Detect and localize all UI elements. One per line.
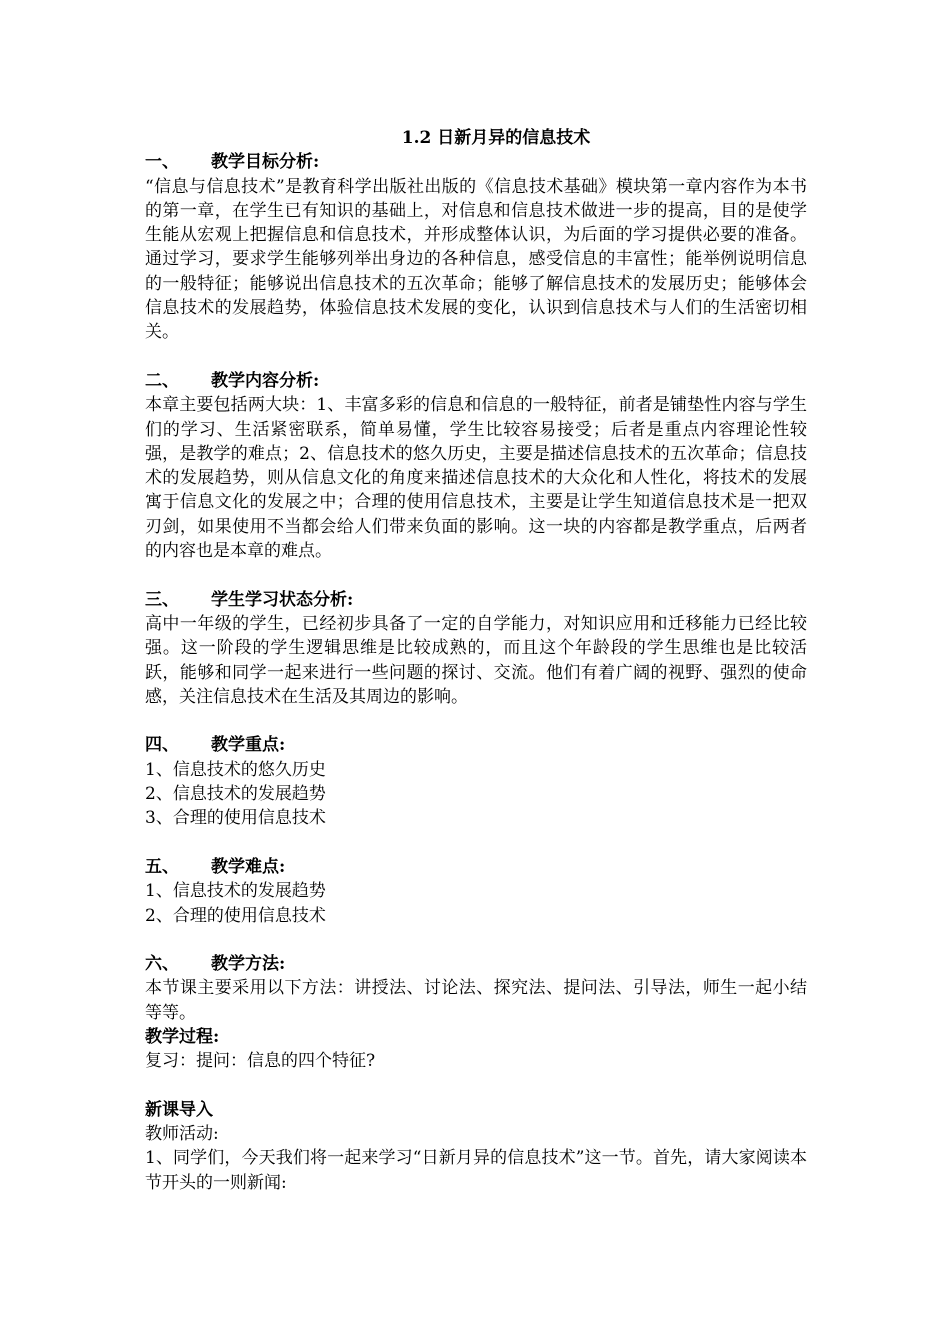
section-title: 教学难点: [211, 856, 286, 877]
section-number: 二、 [145, 370, 179, 391]
list-item: 1、信息技术的发展趋势 [145, 881, 326, 902]
section-title: 教学重点: [211, 735, 286, 756]
section-title: 教学方法: [211, 954, 286, 975]
section-heading-methods [145, 952, 807, 976]
section-number: 三、 [145, 589, 179, 610]
section-body-content: 本章主要包括两大块：1、丰富多彩的信息和信息的一般特征，前者是铺垫性内容与学生们的学习、生活紧密联系，简单易懂，学生比较容易接受；后者是重点内容理论性较强，是教学的难点；2、信息技术的悠久历史，主要是描述信息技术的五次革命；信息技术的发展趋势，则从信息文化的角度来描述信息技术的大众化和人性化，将技术的发展寓于信息文化的发展之中；合理的使用信息技术，主要是让学生知道信息技术是一把双刃剑，如果使用不当都会给人们带来负面的影响。这一块的内容都是教学重点，后两者的内容也是本章的难点。 [145, 395, 807, 562]
section-title: 教学目标分析: [211, 152, 320, 173]
section-heading-objectives [145, 150, 807, 174]
list-item: 1、信息技术的悠久历史 [145, 759, 326, 780]
section-number: 五、 [145, 856, 179, 877]
section-number: 一、 [145, 152, 179, 173]
teacher-activity-label: 教师活动: [145, 1124, 219, 1145]
section-number: 六、 [145, 954, 179, 975]
list-item: 2、合理的使用信息技术 [145, 905, 326, 926]
section-heading-content [145, 369, 807, 393]
list-item: 3、合理的使用信息技术 [145, 808, 326, 829]
section-body-methods: 本节课主要采用以下方法：讲授法、讨论法、探究法、提问法、引导法，师生一起小结等等。 [145, 978, 807, 1023]
intro-text: 1、同学们，今天我们将一起来学习“日新月异的信息技术”这一节。首先，请大家阅读本节开头的一则新闻: [145, 1148, 807, 1193]
section-title: 学生学习状态分析: [211, 589, 354, 610]
section-heading-key-points [145, 733, 807, 757]
section-heading-difficulties [145, 855, 807, 879]
document-page [145, 126, 807, 1195]
section-number: 四、 [145, 735, 179, 756]
process-heading: 教学过程: [145, 1026, 220, 1047]
section-heading-students [145, 588, 807, 612]
section-body-objectives: “信息与信息技术”是教育科学出版社出版的《信息技术基础》模块第一章内容作为本书的第一章，在学生已有知识的基础上，对信息和信息技术做进一步的提高，目的是使学生能从宏观上把握信息和信息技术，并形成整体认识，为后面的学习提供必要的准备。通过学习，要求学生能够列举出身边的各种信息，感受信息的丰富性；能举例说明信息的一般特征；能够说出信息技术的五次革命；能够了解信息技术的发展历史；能够体会信息技术的发展趋势，体验信息技术发展的变化，认识到信息技术与人们的生活密切相关。 [145, 176, 807, 343]
review-text: 复习：提问：信息的四个特征? [145, 1051, 376, 1072]
intro-heading: 新课导入 [145, 1099, 213, 1120]
list-item: 2、信息技术的发展趋势 [145, 784, 326, 805]
section-body-students: 高中一年级的学生，已经初步具备了一定的自学能力，对知识应用和迁移能力已经比较强。这一阶段的学生逻辑思维是比较成熟的，而且这个年龄段的学生思维也是比较活跃，能够和同学一起来进行一些问题的探讨、交流。他们有着广阔的视野、强烈的使命感，关注信息技术在生活及其周边的影响。 [145, 613, 807, 707]
section-title: 教学内容分析: [211, 370, 320, 391]
document-title: 1.2 日新月异的信息技术 [401, 128, 591, 148]
